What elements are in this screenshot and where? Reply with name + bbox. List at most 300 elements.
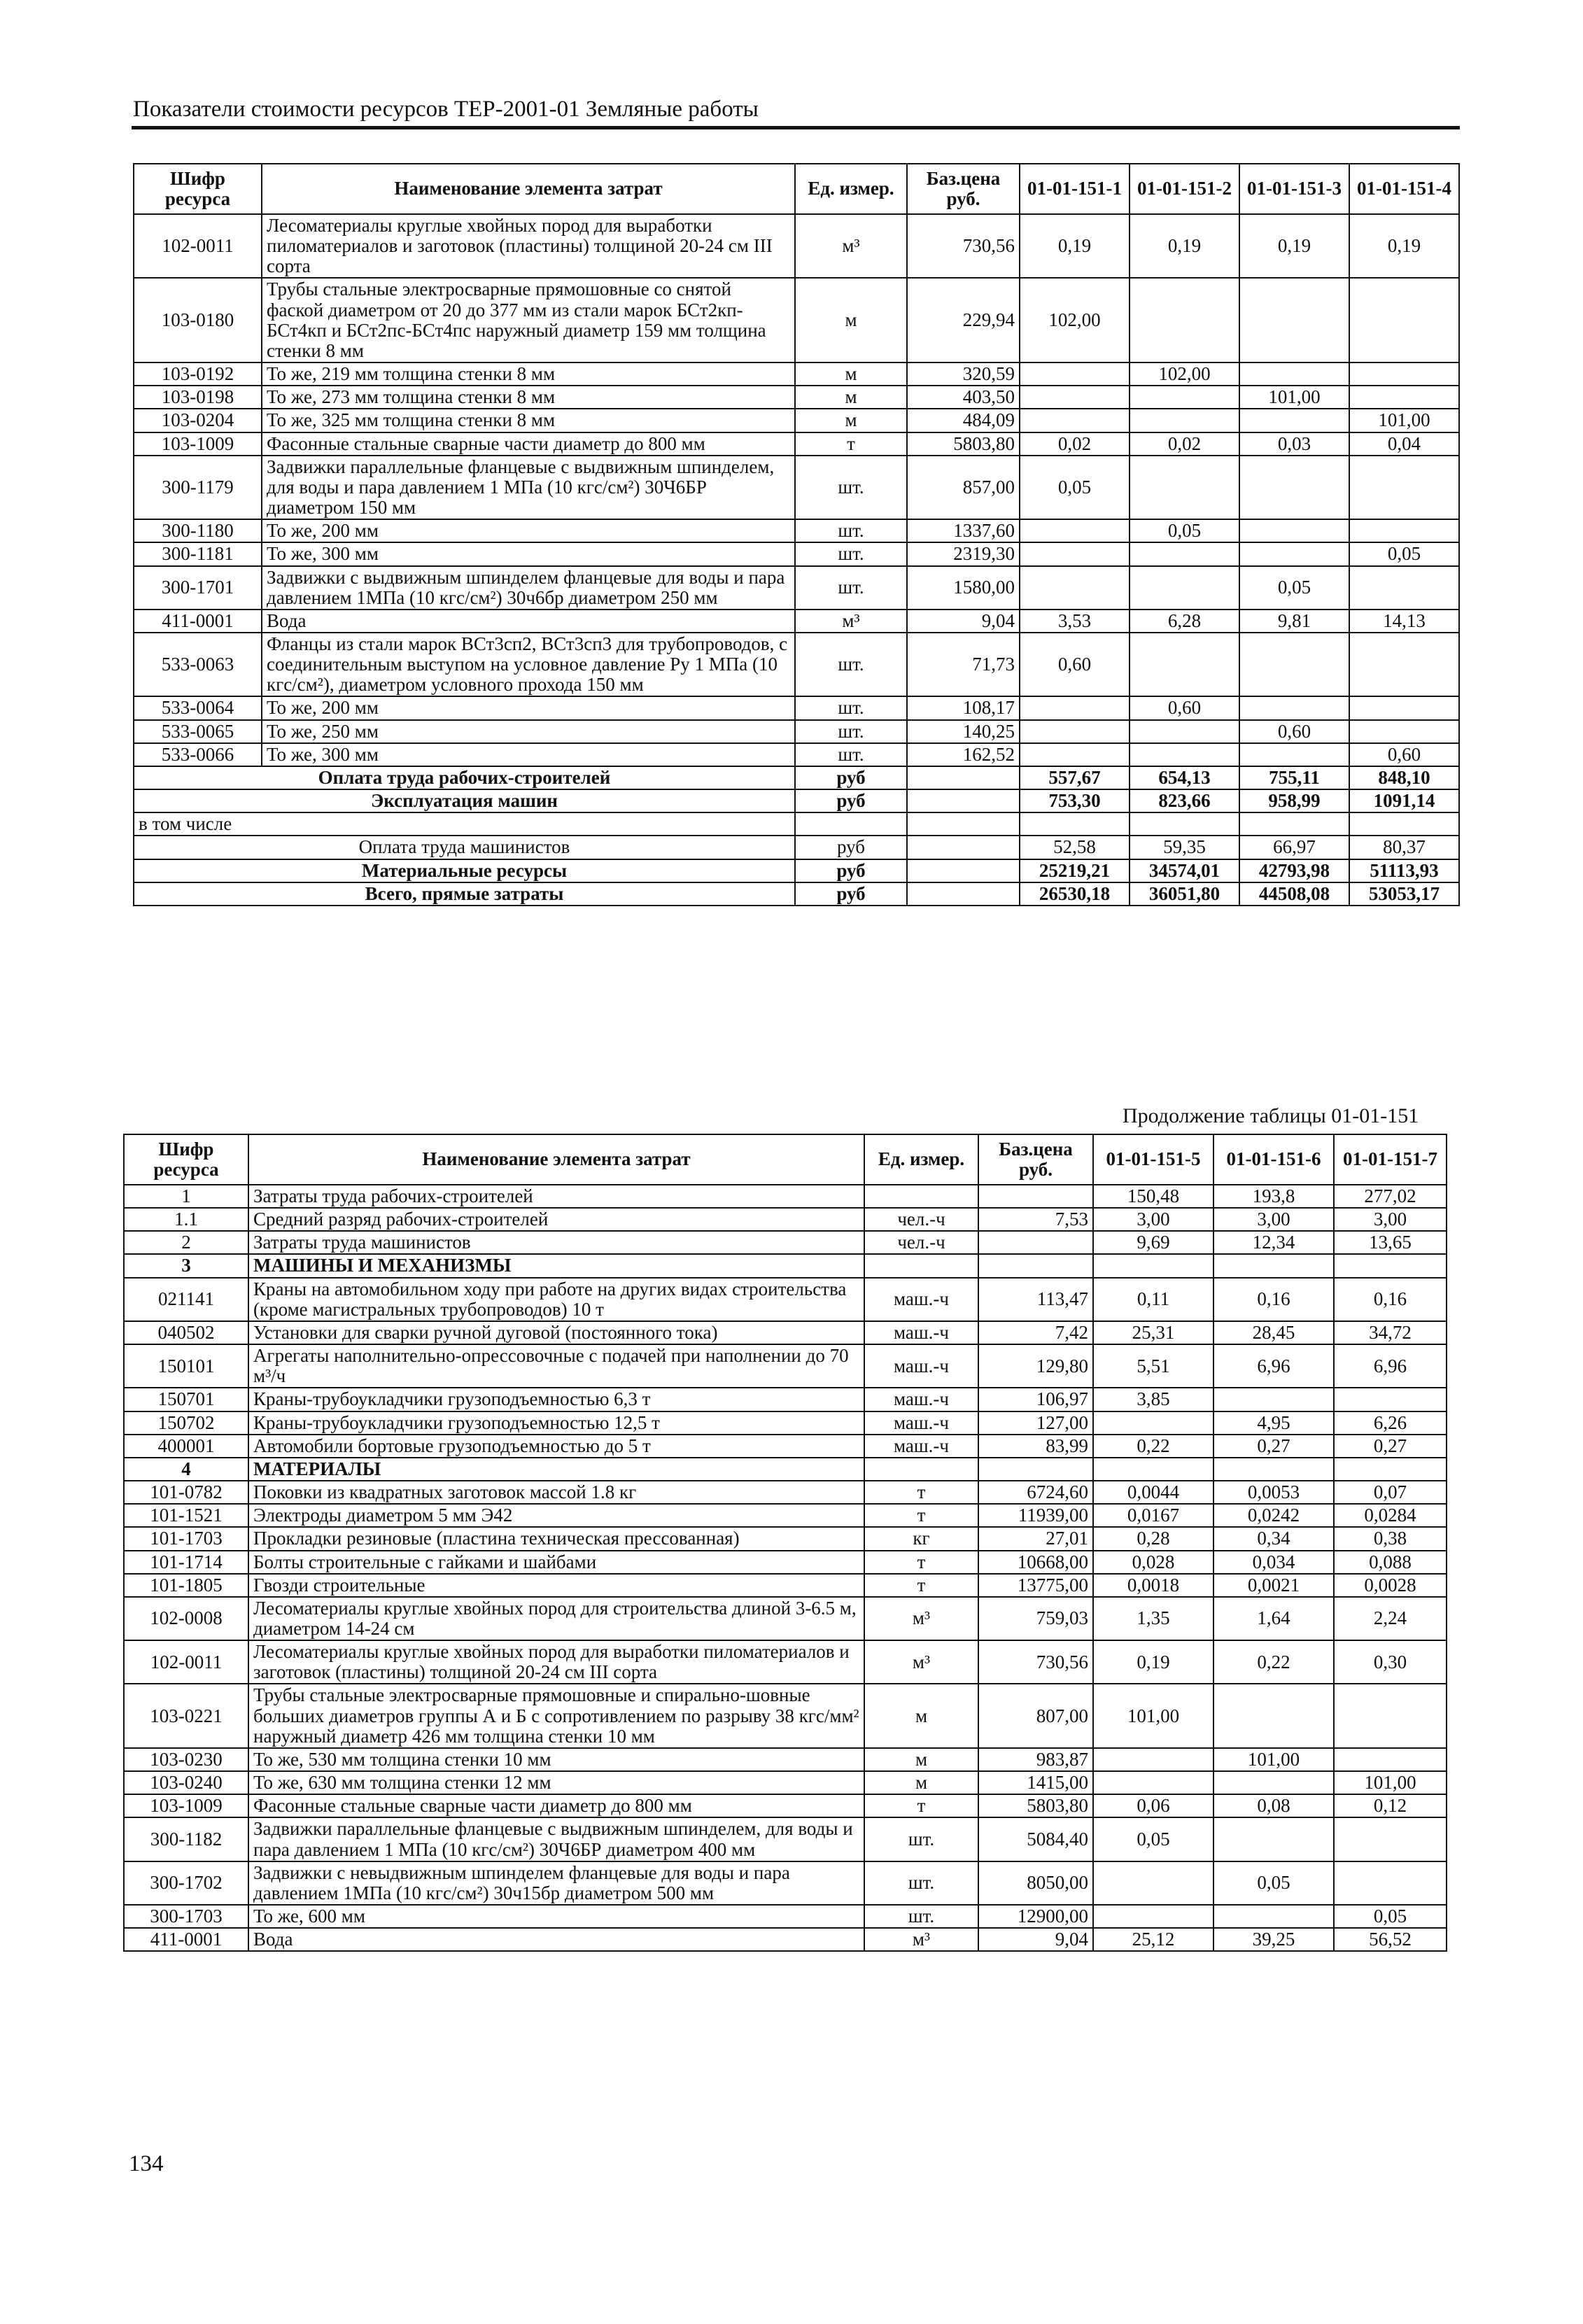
resource-code: 103-1009 (134, 432, 262, 456)
resource-code: 1.1 (124, 1208, 248, 1231)
unit: руб (795, 789, 907, 812)
base-price: 83,99 (978, 1435, 1093, 1458)
resource-code: 150101 (124, 1344, 248, 1388)
page-header: Показатели стоимости ресурсов ТЕР-2001-01 Земляные работы (133, 97, 759, 122)
value-cell: 3,00 (1093, 1208, 1213, 1231)
resource-name: Агрегаты наполнительно-опрессовочные с подачей при наполнении до 70 м³/ч (248, 1344, 864, 1388)
value-cell: 0,19 (1239, 214, 1349, 278)
base-price: 5084,40 (978, 1817, 1093, 1861)
table-row (124, 1551, 1447, 1574)
value-cell: 56,52 (1334, 1928, 1447, 1951)
base-price: 9,04 (978, 1928, 1093, 1951)
summary-row (134, 882, 1459, 906)
base-price: 129,80 (978, 1344, 1093, 1388)
resource-code: 101-0782 (124, 1481, 248, 1504)
resource-table-2 (123, 1134, 1447, 1952)
table-row (134, 633, 1459, 696)
value-cell (1213, 1817, 1334, 1861)
summary-row (134, 836, 1459, 859)
value-cell: 53053,17 (1349, 882, 1459, 906)
value-cell: 0,0284 (1334, 1504, 1447, 1527)
unit: шт. (795, 720, 907, 743)
table-row (124, 1435, 1447, 1458)
unit: шт. (864, 1861, 978, 1905)
value-cell: 0,07 (1334, 1481, 1447, 1504)
resource-code: 400001 (124, 1435, 248, 1458)
table-row (124, 1794, 1447, 1817)
table-row (134, 720, 1459, 743)
value-cell (1349, 386, 1459, 409)
value-cell (1130, 386, 1239, 409)
resource-name: То же, 325 мм толщина стенки 8 мм (262, 409, 795, 432)
resource-name: Болты строительные с гайками и шайбами (248, 1551, 864, 1574)
value-cell: 0,05 (1093, 1817, 1213, 1861)
value-cell: 0,02 (1130, 432, 1239, 456)
resource-code: 4 (124, 1458, 248, 1481)
unit: шт. (795, 743, 907, 766)
base-price: 7,42 (978, 1321, 1093, 1344)
resource-name: Гвозди строительные (248, 1574, 864, 1597)
resource-name: То же, 630 мм толщина стенки 12 мм (248, 1771, 864, 1794)
table-row (124, 1208, 1447, 1231)
value-cell (1334, 1388, 1447, 1411)
resource-name: Фасонные стальные сварные части диаметр до 800 мм (262, 432, 795, 456)
resource-name: Вода (248, 1928, 864, 1951)
resource-name: Затраты труда рабочих-строителей (248, 1185, 864, 1208)
resource-code: 103-1009 (124, 1794, 248, 1817)
value-cell: 0,34 (1213, 1527, 1334, 1550)
base-price: 2319,30 (907, 542, 1020, 565)
resource-code: 533-0064 (134, 696, 262, 719)
table-row (134, 214, 1459, 278)
value-cell: 52,58 (1020, 836, 1130, 859)
resource-code: 150701 (124, 1388, 248, 1411)
unit: шт. (795, 519, 907, 542)
base-price: 229,94 (907, 278, 1020, 362)
unit: маш.-ч (864, 1321, 978, 1344)
value-cell: 0,38 (1334, 1527, 1447, 1550)
resource-name: То же, 600 мм (248, 1905, 864, 1928)
resource-name: Поковки из квадратных заготовок массой 1.8 кг (248, 1481, 864, 1504)
value-cell (1093, 1254, 1213, 1277)
summary-name: в том числе (134, 812, 795, 836)
value-cell (1239, 278, 1349, 362)
table-row (134, 386, 1459, 409)
summary-row (134, 766, 1459, 789)
resource-code: 101-1521 (124, 1504, 248, 1527)
value-cell (1349, 456, 1459, 519)
table-row (134, 362, 1459, 386)
value-cell (1213, 1771, 1334, 1794)
unit: м (864, 1684, 978, 1747)
empty-cell (907, 789, 1020, 812)
value-cell: 0,60 (1239, 720, 1349, 743)
value-cell: 0,22 (1093, 1435, 1213, 1458)
table-row (124, 1388, 1447, 1411)
unit: шт. (864, 1817, 978, 1861)
resource-code: 101-1703 (124, 1527, 248, 1550)
value-cell: 42793,98 (1239, 859, 1349, 882)
unit: м (795, 362, 907, 386)
value-cell (1130, 542, 1239, 565)
value-cell: 1,35 (1093, 1597, 1213, 1640)
value-cell: 66,97 (1239, 836, 1349, 859)
resource-table-1 (133, 163, 1460, 906)
page-number: 134 (129, 2151, 164, 2176)
value-cell: 0,0028 (1334, 1574, 1447, 1597)
resource-name: Прокладки резиновые (пластина техническая прессованная) (248, 1527, 864, 1550)
value-cell: 0,16 (1334, 1278, 1447, 1321)
value-cell (1239, 519, 1349, 542)
base-price (978, 1185, 1093, 1208)
base-price: 8050,00 (978, 1861, 1093, 1905)
base-price (978, 1458, 1093, 1481)
value-cell: 755,11 (1239, 766, 1349, 789)
resource-code: 300-1702 (124, 1861, 248, 1905)
resource-code: 533-0063 (134, 633, 262, 696)
resource-code: 411-0001 (124, 1928, 248, 1951)
value-cell: 0,05 (1213, 1861, 1334, 1905)
base-price: 71,73 (907, 633, 1020, 696)
value-cell (1239, 542, 1349, 565)
header-unit: Ед. измер. (864, 1134, 978, 1185)
table-row (124, 1344, 1447, 1388)
table-row (124, 1597, 1447, 1640)
value-cell: 654,13 (1130, 766, 1239, 789)
base-price: 807,00 (978, 1684, 1093, 1747)
table1-body (134, 214, 1459, 906)
value-cell (1239, 456, 1349, 519)
value-cell (1349, 720, 1459, 743)
value-cell: 0,0242 (1213, 1504, 1334, 1527)
summary-name: Всего, прямые затраты (134, 882, 795, 906)
value-cell: 193,8 (1213, 1185, 1334, 1208)
resource-name: Трубы стальные электросварные прямошовные со снятой фаской диаметром от 20 до 377 мм из стали марок БСт2кп-БСт4кп и БСт2пс-БСт4пс наружный диаметр 159 мм толщина стенки 8 мм (262, 278, 795, 362)
base-price: 759,03 (978, 1597, 1093, 1640)
resource-name: Фасонные стальные сварные части диаметр до 800 мм (248, 1794, 864, 1817)
resource-name: Электроды диаметром 5 мм Э42 (248, 1504, 864, 1527)
value-cell: 0,028 (1093, 1551, 1213, 1574)
unit: маш.-ч (864, 1435, 978, 1458)
unit: маш.-ч (864, 1344, 978, 1388)
empty-cell (907, 812, 1020, 836)
value-cell: 101,00 (1093, 1684, 1213, 1747)
base-price: 1415,00 (978, 1771, 1093, 1794)
table-row (134, 566, 1459, 610)
value-cell: 150,48 (1093, 1185, 1213, 1208)
value-cell (1334, 1254, 1447, 1277)
resource-name: Фланцы из стали марок ВСт3сп2, ВСт3сп3 для трубопроводов, с соединительным выступом на условное давление Ру 1 МПа (10 кгс/см²), диаметром условного прохода 150 мм (262, 633, 795, 696)
base-price: 27,01 (978, 1527, 1093, 1550)
header-code: Шифр ресурса (124, 1134, 248, 1185)
resource-name: То же, 219 мм толщина стенки 8 мм (262, 362, 795, 386)
base-price: 5803,80 (978, 1794, 1093, 1817)
value-cell (1020, 743, 1130, 766)
resource-code: 300-1180 (134, 519, 262, 542)
value-cell (1239, 812, 1349, 836)
header-col: 01-01-151-1 (1020, 164, 1130, 214)
resource-code: 021141 (124, 1278, 248, 1321)
value-cell: 25,31 (1093, 1321, 1213, 1344)
base-price: 983,87 (978, 1748, 1093, 1771)
header-unit: Ед. измер. (795, 164, 907, 214)
value-cell: 25,12 (1093, 1928, 1213, 1951)
table-row (124, 1928, 1447, 1951)
value-cell (1020, 696, 1130, 719)
resource-name: То же, 300 мм (262, 542, 795, 565)
header-code: Шифр ресурса (134, 164, 262, 214)
value-cell: 0,60 (1349, 743, 1459, 766)
value-cell (1239, 743, 1349, 766)
unit: шт. (864, 1905, 978, 1928)
resource-name: Автомобили бортовые грузоподъемностью до 5 т (248, 1435, 864, 1458)
summary-name: Оплата труда рабочих-строителей (134, 766, 795, 789)
value-cell: 34574,01 (1130, 859, 1239, 882)
base-price: 403,50 (907, 386, 1020, 409)
value-cell (1239, 696, 1349, 719)
value-cell: 25219,21 (1020, 859, 1130, 882)
value-cell: 0,19 (1020, 214, 1130, 278)
value-cell (1334, 1817, 1447, 1861)
resource-name: Средний разряд рабочих-строителей (248, 1208, 864, 1231)
value-cell: 13,65 (1334, 1231, 1447, 1254)
resource-name: Задвижки параллельные фланцевые с выдвижным шпинделем, для воды и пара давлением 1 МПа (10 кгс/см²) 30Ч6БР диаметром 400 мм (248, 1817, 864, 1861)
header-col: 01-01-151-7 (1334, 1134, 1447, 1185)
value-cell: 0,0044 (1093, 1481, 1213, 1504)
value-cell (1349, 812, 1459, 836)
resource-code: 300-1182 (124, 1817, 248, 1861)
value-cell (1349, 278, 1459, 362)
value-cell: 3,00 (1213, 1208, 1334, 1231)
value-cell: 2,24 (1334, 1597, 1447, 1640)
base-price: 106,97 (978, 1388, 1093, 1411)
unit (864, 1254, 978, 1277)
resource-name: Затраты труда машинистов (248, 1231, 864, 1254)
value-cell: 0,22 (1213, 1640, 1334, 1684)
table-row (134, 542, 1459, 565)
header-price: Баз.цена руб. (978, 1134, 1093, 1185)
resource-code: 300-1179 (134, 456, 262, 519)
resource-name: Краны-трубоукладчики грузоподъемностью 12,5 т (248, 1411, 864, 1435)
resource-name: То же, 273 мм толщина стенки 8 мм (262, 386, 795, 409)
base-price: 730,56 (978, 1640, 1093, 1684)
unit: м³ (795, 610, 907, 633)
resource-code: 150702 (124, 1411, 248, 1435)
base-price: 6724,60 (978, 1481, 1093, 1504)
value-cell (1334, 1748, 1447, 1771)
value-cell: 5,51 (1093, 1344, 1213, 1388)
unit: м (795, 278, 907, 362)
value-cell: 39,25 (1213, 1928, 1334, 1951)
continuation-label: Продолжение таблицы 01-01-151 (1123, 1104, 1419, 1127)
table-row (124, 1321, 1447, 1344)
value-cell (1349, 519, 1459, 542)
resource-name: МАШИНЫ И МЕХАНИЗМЫ (248, 1254, 864, 1277)
resource-name: То же, 200 мм (262, 696, 795, 719)
value-cell: 0,60 (1020, 633, 1130, 696)
value-cell (1020, 812, 1130, 836)
base-price: 11939,00 (978, 1504, 1093, 1527)
base-price: 730,56 (907, 214, 1020, 278)
value-cell: 0,05 (1130, 519, 1239, 542)
value-cell: 0,27 (1213, 1435, 1334, 1458)
resource-code: 103-0192 (134, 362, 262, 386)
value-cell: 14,13 (1349, 610, 1459, 633)
resource-name: Лесоматериалы круглые хвойных пород для строительства длиной 3-6.5 м, диаметром 14-24 см (248, 1597, 864, 1640)
resource-name: Лесоматериалы круглые хвойных пород для выработки пиломатериалов и заготовок (пластины) толщиной 20-24 см III сорта (262, 214, 795, 278)
value-cell (1334, 1458, 1447, 1481)
table-row (124, 1905, 1447, 1928)
value-cell: 753,30 (1020, 789, 1130, 812)
value-cell: 0,12 (1334, 1794, 1447, 1817)
header-name: Наименование элемента затрат (262, 164, 795, 214)
resource-name: МАТЕРИАЛЫ (248, 1458, 864, 1481)
summary-name: Оплата труда машинистов (134, 836, 795, 859)
unit: м (795, 386, 907, 409)
header-col: 01-01-151-6 (1213, 1134, 1334, 1185)
value-cell (1130, 456, 1239, 519)
value-cell: 4,95 (1213, 1411, 1334, 1435)
value-cell: 34,72 (1334, 1321, 1447, 1344)
resource-name: То же, 200 мм (262, 519, 795, 542)
table-row (124, 1278, 1447, 1321)
table-row (124, 1527, 1447, 1550)
value-cell (1130, 409, 1239, 432)
table-row (124, 1861, 1447, 1905)
value-cell: 6,28 (1130, 610, 1239, 633)
value-cell: 0,19 (1349, 214, 1459, 278)
unit: руб (795, 882, 907, 906)
unit: м³ (795, 214, 907, 278)
resource-code: 103-0221 (124, 1684, 248, 1747)
unit: кг (864, 1527, 978, 1550)
value-cell: 557,67 (1020, 766, 1130, 789)
value-cell: 80,37 (1349, 836, 1459, 859)
value-cell (1130, 812, 1239, 836)
unit: т (864, 1574, 978, 1597)
resource-code: 1 (124, 1185, 248, 1208)
value-cell: 823,66 (1130, 789, 1239, 812)
base-price: 12900,00 (978, 1905, 1093, 1928)
value-cell (1020, 566, 1130, 610)
base-price: 127,00 (978, 1411, 1093, 1435)
value-cell: 0,05 (1020, 456, 1130, 519)
resource-code: 3 (124, 1254, 248, 1277)
unit: т (864, 1504, 978, 1527)
header-rule (132, 126, 1460, 129)
value-cell: 0,60 (1130, 696, 1239, 719)
resource-name: Краны на автомобильном ходу при работе на других видах строительства (кроме магистральных трубопроводов) 10 т (248, 1278, 864, 1321)
value-cell: 0,27 (1334, 1435, 1447, 1458)
value-cell: 3,00 (1334, 1208, 1447, 1231)
value-cell: 0,28 (1093, 1527, 1213, 1550)
value-cell (1239, 409, 1349, 432)
value-cell (1213, 1684, 1334, 1747)
resource-code: 103-0198 (134, 386, 262, 409)
summary-name: Материальные ресурсы (134, 859, 795, 882)
resource-code: 040502 (124, 1321, 248, 1344)
value-cell: 0,04 (1349, 432, 1459, 456)
value-cell (1130, 743, 1239, 766)
value-cell: 0,30 (1334, 1640, 1447, 1684)
resource-code: 2 (124, 1231, 248, 1254)
unit: т (864, 1481, 978, 1504)
base-price: 7,53 (978, 1208, 1093, 1231)
resource-code: 300-1181 (134, 542, 262, 565)
table-row (124, 1817, 1447, 1861)
table-row (124, 1748, 1447, 1771)
unit: м (795, 409, 907, 432)
unit: маш.-ч (864, 1278, 978, 1321)
header-col: 01-01-151-2 (1130, 164, 1239, 214)
value-cell: 9,69 (1093, 1231, 1213, 1254)
unit (864, 1185, 978, 1208)
table-row (124, 1574, 1447, 1597)
value-cell (1130, 633, 1239, 696)
value-cell: 1091,14 (1349, 789, 1459, 812)
unit: т (864, 1794, 978, 1817)
unit: шт. (795, 566, 907, 610)
table-row (124, 1481, 1447, 1504)
unit: т (864, 1551, 978, 1574)
table-row (134, 696, 1459, 719)
resource-code: 101-1805 (124, 1574, 248, 1597)
unit: м³ (864, 1928, 978, 1951)
table-row (124, 1411, 1447, 1435)
value-cell (1213, 1458, 1334, 1481)
resource-name: Установки для сварки ручной дуговой (постоянного тока) (248, 1321, 864, 1344)
value-cell (1349, 696, 1459, 719)
value-cell: 0,0021 (1213, 1574, 1334, 1597)
resource-code: 533-0065 (134, 720, 262, 743)
resource-name: Вода (262, 610, 795, 633)
value-cell: 28,45 (1213, 1321, 1334, 1344)
header-price: Баз.цена руб. (907, 164, 1020, 214)
table-row (134, 610, 1459, 633)
table-row (124, 1684, 1447, 1747)
base-price: 857,00 (907, 456, 1020, 519)
unit: руб (795, 836, 907, 859)
value-cell: 59,35 (1130, 836, 1239, 859)
table-row (134, 278, 1459, 362)
section-row (124, 1458, 1447, 1481)
value-cell (1239, 362, 1349, 386)
table-row (124, 1231, 1447, 1254)
value-cell: 102,00 (1130, 362, 1239, 386)
table-row (134, 456, 1459, 519)
resource-code: 103-0230 (124, 1748, 248, 1771)
unit (864, 1458, 978, 1481)
base-price: 13775,00 (978, 1574, 1093, 1597)
value-cell: 101,00 (1239, 386, 1349, 409)
value-cell (1020, 519, 1130, 542)
base-price (978, 1231, 1093, 1254)
value-cell (1130, 278, 1239, 362)
empty-cell (907, 859, 1020, 882)
table-row (124, 1504, 1447, 1527)
value-cell: 101,00 (1334, 1771, 1447, 1794)
base-price: 140,25 (907, 720, 1020, 743)
table2-body (124, 1185, 1447, 1951)
value-cell: 101,00 (1213, 1748, 1334, 1771)
value-cell: 0,0018 (1093, 1574, 1213, 1597)
value-cell: 277,02 (1334, 1185, 1447, 1208)
resource-code: 102-0011 (134, 214, 262, 278)
resource-name: Задвижки параллельные фланцевые с выдвижным шпинделем, для воды и пара давлением 1 МПа (10 кгс/см²) 30Ч6БР диаметром 150 мм (262, 456, 795, 519)
table-row (124, 1185, 1447, 1208)
base-price: 162,52 (907, 743, 1020, 766)
summary-name: Эксплуатация машин (134, 789, 795, 812)
